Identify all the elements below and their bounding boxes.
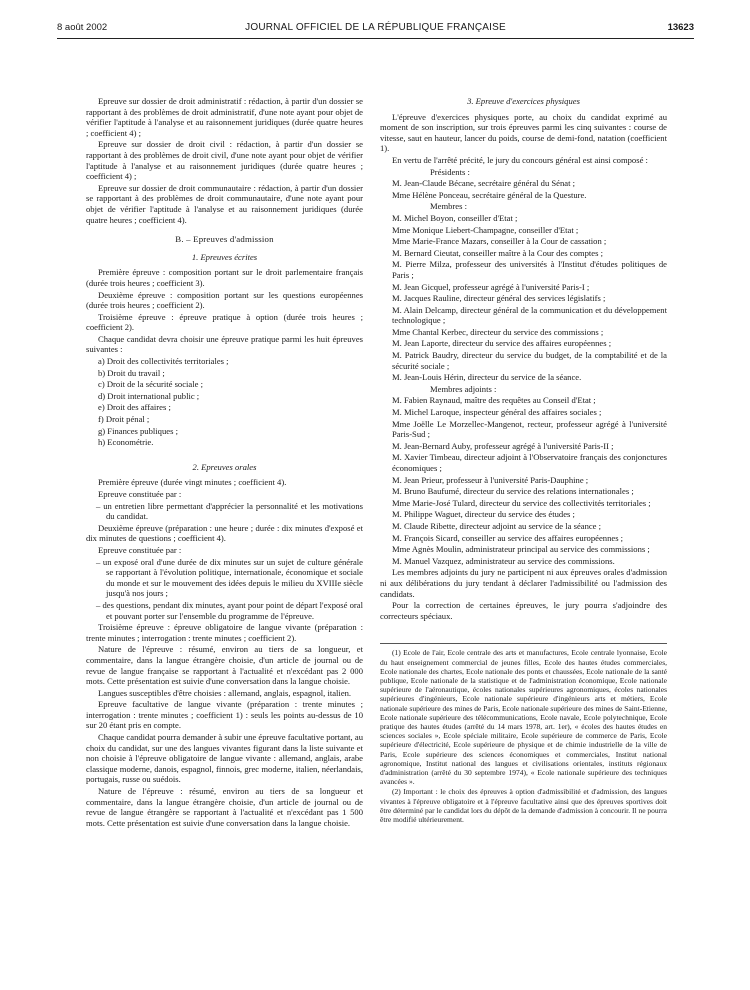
left-column bbox=[86, 96, 363, 829]
jury-member: M. Bruno Baufumé, directeur du service des relations internationales ; bbox=[392, 486, 634, 497]
jury-member: M. Jacques Rauline, directeur général des services législatifs ; bbox=[392, 293, 606, 304]
jury-member: M. François Sicard, conseiller au service des affaires européennes ; bbox=[392, 532, 624, 543]
option-item: g) Finances publiques ; bbox=[98, 425, 178, 436]
page-header bbox=[57, 20, 694, 36]
jury-member: M. Michel Laroque, inspecteur général des affaires sociales ; bbox=[392, 407, 602, 418]
section-heading: B. – Epreuves d'admission bbox=[175, 234, 274, 245]
option-item: f) Droit pénal ; bbox=[98, 414, 150, 425]
paragraph: Epreuve constituée par : bbox=[98, 489, 182, 499]
jury-member: M. Jean-Claude Bécane, secrétaire général du Sénat ; bbox=[392, 178, 576, 189]
paragraph: Première épreuve : composition portant sur le droit parlementaire français (durée trois heures ; coefficient 3). bbox=[86, 267, 363, 288]
paragraph: Troisième épreuve : épreuve obligatoire de langue vivante (préparation : trente minutes ; interrogation : trente minutes ; coefficient 2). bbox=[86, 622, 363, 643]
paragraph: Les membres adjoints du jury ne participent ni aux épreuves orales d'admission ni aux délibérations du jury tendant à déclarer l'admissibilité ou l'admission des candidats. bbox=[380, 567, 667, 599]
footnote: (2) Important : le choix des épreuves à option d'admissibilité et d'admission, des langues vivantes à l'épreuve obligatoire et à l'épreuve facultative ainsi que des épreuves sportives doit être déterminé par le candidat lors du dépôt de la demande d'admission à concourir. Il ne pourra être modifié ultérieurement. bbox=[380, 787, 667, 824]
jury-member: Mme Agnès Moulin, administrateur principal au service des commissions ; bbox=[392, 544, 650, 555]
jury-member: M. Pierre Milza, professeur des universités à l'Institut d'études politiques de Paris ; bbox=[392, 259, 667, 280]
deputy-members-list bbox=[380, 395, 667, 566]
footnote: (1) Ecole de l'air, Ecole centrale des arts et manufactures, Ecole centrale lyonnaise, Ecole du haut enseignement commercial de jeunes filles, Ecole des hautes études commerciales, Ecole nationale des chartes, Ecole nationale des ponts et chaussées, Ecole nationale de la santé publique, Ecole nationale de la statistique et de l'administration économique, Ecole nationale supérieure de l'aéronautique, écoles nationales supérieures agronomiques, écoles nationales supérieures d'ingénieurs, Ecole nationale supérieure d'ingénieurs arts et métiers, Ecole nationale supérieure des mines de Paris, Ecole nationale supérieure des mines de Saint-Etienne, Ecole nationale supérieure des télécommunications, Ecole navale, Ecole polytechnique, Ecole pratique des hautes études (arrêté du 14 mars 1978, art. 1er), « écoles des hautes études en sciences sociales », Ecole spéciale militaire, Ecole supérieure de commerce de Paris, Ecole supérieure d'électricité, Ecole supérieure de physique et de chimie industrielle de la ville de Paris, Ecole supérieure des sciences économiques et commerciales, Institut national agronomique, Institut national des langues et civilisations orientales, instituts régionaux d'administration (arrêté du 30 septembre 1974), « Ecole nationale supérieure des techniques avancées ». bbox=[380, 648, 667, 787]
jury-member: M. Fabien Raynaud, maître des requêtes au Conseil d'Etat ; bbox=[392, 395, 596, 406]
jury-member: M. Jean Gicquel, professeur agrégé à l'université Paris-I ; bbox=[392, 281, 590, 292]
paragraph: Nature de l'épreuve : résumé, environ au tiers de sa longueur, et commentaire, dans la langue étrangère choisie, d'un article de journal ou de revue de langue française se rapportant à l'actualité et n'excédant pas 2 000 mots. Cette présentation est suivie d'une conversation dans la langue choisie. bbox=[86, 644, 363, 687]
jury-member: M. Patrick Baudry, directeur du service du budget, de la comptabilité et de la sécurité sociale ; bbox=[392, 350, 667, 371]
jury-member: M. Alain Delcamp, directeur général de la communication et du développement technologique ; bbox=[392, 304, 667, 326]
jury-member: M. Michel Boyon, conseiller d'Etat ; bbox=[392, 212, 518, 223]
jury-member: Mme Chantal Kerbec, directeur du service des commissions ; bbox=[392, 326, 604, 337]
header-date: 8 août 2002 bbox=[57, 22, 108, 33]
paragraph: Epreuve sur dossier de droit communautaire : rédaction, à partir d'un dossier se rapportant à des problèmes de droit communautaire, d'une note ayant pour objet de vérifier l'aptitude à l'analyse et au raisonnement juridiques (durée quatre heures ; coefficient 4). bbox=[86, 182, 363, 225]
paragraph: Chaque candidat pourra demander à subir une épreuve facultative portant, au choix du candidat, sur une des langues vivantes figurant dans la liste suivante et non choisie à l'épreuve obligatoire de langue vivante : allemand, anglais, arabe classique moderne, danois, espagnol, finnois, grec moderne, italien, néerlandais, portugais, russe ou suédois. bbox=[86, 732, 363, 785]
paragraph: Epreuve facultative de langue vivante (préparation : trente minutes ; interrogation : trente minutes ; coefficient 1) : seuls les points au-dessus de 10 sur 20 étant pris en compte. bbox=[86, 699, 363, 731]
paragraph: Nature de l'épreuve : résumé, environ au tiers de sa longueur et commentaire, dans la langue étrangère choisie, d'un article de journal ou de revue de langue étrangère se rapportant à l'actualité et n'excédant pas 1 500 mots. Cette présentation est suivie d'une conversation dans la langue choisie. bbox=[86, 786, 363, 828]
subsection-heading: 2. Epreuves orales bbox=[192, 461, 257, 472]
paragraph: En vertu de l'arrêté précité, le jury du concours général est ainsi composé : bbox=[392, 154, 648, 165]
option-item: d) Droit international public ; bbox=[98, 390, 200, 401]
paragraph: Deuxième épreuve (préparation : une heure ; durée : dix minutes d'exposé et dix minutes de questions ; coefficient 4). bbox=[86, 522, 363, 544]
header-title: JOURNAL OFFICIEL DE LA RÉPUBLIQUE FRANÇAISE bbox=[245, 22, 506, 33]
option-item: a) Droit des collectivités territoriales ; bbox=[98, 356, 229, 367]
paragraph: Epreuve constituée par : bbox=[98, 544, 182, 555]
jury-member: Mme Hélène Ponceau, secrétaire général de la Questure. bbox=[392, 189, 587, 200]
paragraph: Deuxième épreuve : composition portant sur les questions européennes (durée trois heures ; coefficient 2). bbox=[86, 289, 363, 311]
paragraph: Pour la correction de certaines épreuves, le jury pourra s'adjoindre des correcteurs spéciaux. bbox=[380, 600, 667, 621]
jury-member: M. Jean Laporte, directeur du service des affaires européennes ; bbox=[392, 338, 612, 349]
jury-member: Mme Monique Liebert-Champagne, conseiller d'Etat ; bbox=[392, 224, 579, 235]
jury-category-label: Membres : bbox=[430, 201, 467, 212]
jury-member: M. Philippe Waguet, directeur du service des études ; bbox=[392, 509, 575, 520]
right-column bbox=[380, 96, 667, 825]
paragraph: Epreuve sur dossier de droit civil : rédaction, à partir d'un dossier se rapportant à des problèmes de droit civil, d'une note ayant pour objet de vérifier l'aptitude à l'analyse et au raisonnement juridiques (durée quatre heures ; coefficient 4) ; bbox=[86, 139, 363, 182]
header-page-number: 13623 bbox=[667, 22, 694, 33]
subsection-heading: 1. Epreuves écrites bbox=[191, 251, 258, 262]
header-rule bbox=[57, 38, 694, 39]
option-item: h) Econométrie. bbox=[98, 437, 154, 448]
paragraph: Langues susceptibles d'être choisies : allemand, anglais, espagnol, italien. bbox=[98, 687, 352, 698]
subsection-heading: 3. Epreuve d'exercices physiques bbox=[467, 96, 580, 106]
jury-member: Mme Marie-José Tulard, directeur du service des collectivités territoriales ; bbox=[392, 497, 651, 508]
presidents-list bbox=[380, 178, 667, 200]
dash-item: – un exposé oral d'une durée de dix minutes sur un sujet de culture générale se rapportant à l'évolution politique, internationale, économique et sociale du monde et sur le mouvement des idées depuis le milieu du XVIIIe siècle jusqu'à nos jours ; bbox=[96, 556, 363, 599]
jury-member: M. Jean-Louis Hérin, directeur du service de la séance. bbox=[392, 372, 582, 383]
dash-item: – un entretien libre permettant d'apprécier la personnalité et les motivations du candidat. bbox=[96, 500, 363, 522]
jury-member: M. Bernard Cieutat, conseiller maître à la Cour des comptes ; bbox=[392, 247, 603, 258]
jury-category-label: Membres adjoints : bbox=[430, 383, 497, 394]
paragraph: Première épreuve (durée vingt minutes ; coefficient 4). bbox=[98, 477, 287, 488]
dash-item: – des questions, pendant dix minutes, ayant pour point de départ l'exposé oral et pouvant porter sur l'ensemble du programme de l'épreuve. bbox=[96, 599, 363, 621]
paragraph: Chaque candidat devra choisir une épreuve pratique parmi les huit épreuves suivantes : bbox=[86, 333, 363, 355]
option-item: e) Droit des affaires ; bbox=[98, 402, 171, 413]
jury-member: M. Xavier Timbeau, directeur adjoint à l'Observatoire français des conjonctures économiques ; bbox=[392, 452, 667, 473]
option-item: c) Droit de la sécurité sociale ; bbox=[98, 379, 203, 390]
members-list bbox=[380, 213, 667, 383]
paragraph: Troisième épreuve : épreuve pratique à option (durée trois heures ; coefficient 2). bbox=[86, 311, 363, 333]
jury-member: M. Claude Ribette, directeur adjoint au service de la séance ; bbox=[392, 520, 602, 531]
option-item: b) Droit du travail ; bbox=[98, 367, 165, 378]
paragraph: L'épreuve d'exercices physiques porte, au choix du candidat exprimé au moment de son inscription, sur trois épreuves parmi les cinq suivantes : course de vitesse, saut en hauteur, lancer du poids, course de demi-fond, natation (coefficient 1). bbox=[380, 111, 667, 154]
paragraph: Epreuve sur dossier de droit administratif : rédaction, à partir d'un dossier se rapportant à des problèmes de droit administratif, d'une note ayant pour objet de vérifier l'aptitude à l'analyse et au raisonnement juridiques (durée quatre heures ; coefficient 4) ; bbox=[86, 96, 363, 138]
jury-member: Mme Joëlle Le Morzellec-Mangenot, recteur, professeur agrégé à l'université Paris-Sud ; bbox=[392, 418, 667, 440]
jury-member: M. Jean-Bernard Auby, professeur agrégé à l'université Paris-II ; bbox=[392, 440, 614, 451]
jury-category-label: Présidents : bbox=[430, 166, 470, 177]
jury-member: M. Jean Prieur, professeur à l'université Paris-Dauphine ; bbox=[392, 474, 589, 485]
jury-member: M. Manuel Vazquez, administrateur au service des commissions. bbox=[392, 555, 615, 566]
footnote-rule bbox=[380, 643, 667, 644]
jury-member: Mme Marie-France Mazars, conseiller à la Cour de cassation ; bbox=[392, 236, 607, 247]
